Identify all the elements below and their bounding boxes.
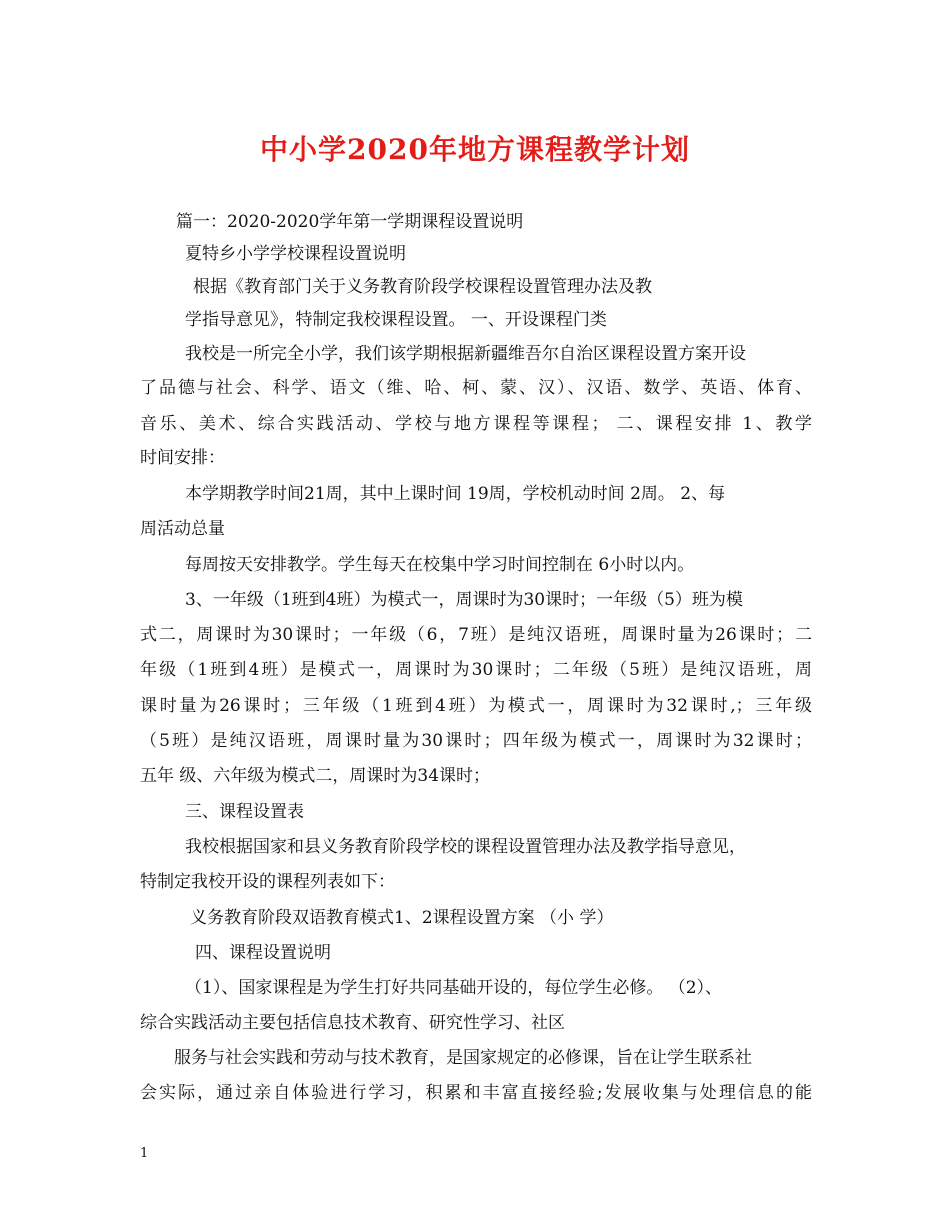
text-line: 服务与社会实践和劳动与技术教育，是国家规定的必修课，旨在让学生联系社 <box>174 1048 752 1068</box>
section-heading: 四、课程设置说明 <box>195 943 331 963</box>
text-line: （1）、国家课程是为学生打好共同基础开设的，每位学生必修。 （2）、 <box>185 978 723 998</box>
text-line: 了品德与社会、科学、语文（维、哈、柯、蒙、汉）、汉语、数学、英语、体育、 <box>140 378 812 398</box>
text-line: 学指导意见》，特制定我校课程设置。 一、开设课程门类 <box>185 310 607 330</box>
section-heading: 三、课程设置表 <box>185 802 304 822</box>
page-number: 1 <box>140 1146 149 1161</box>
text-line: 义务教育阶段双语教育模式1、2课程设置方案 （小 学） <box>190 908 614 928</box>
text-line: 根据《教育部门关于义务教育阶段学校课程设置管理办法及教 <box>193 277 652 297</box>
text-line: 特制定我校开设的课程列表如下： <box>140 872 395 892</box>
text-line: 式二，周课时为30课时；一年级（6，7班）是纯汉语班，周课时量为26课时；二 <box>140 625 812 645</box>
text-line: 时间安排： <box>140 448 225 468</box>
text-line: 本学期教学时间21周，其中上课时间 19周，学校机动时间 2周。 2、每 <box>185 484 726 504</box>
text-line: 音乐、美术、综合实践活动、学校与地方课程等课程； 二、课程安排 1、教学 <box>140 414 812 434</box>
text-line: 夏特乡小学学校课程设置说明 <box>185 244 406 264</box>
text-line: 综合实践活动主要包括信息技术教育、研究性学习、社区 <box>140 1013 565 1033</box>
text-line: 3、一年级（1班到4班）为模式一，周课时为30课时；一年级（5）班为模 <box>185 590 743 610</box>
text-line: 周活动总量 <box>140 519 225 539</box>
text-line: 五年 级、六年级为模式二，周课时为34课时； <box>140 766 491 786</box>
text-line: 我校是一所完全小学，我们该学期根据新疆维吾尔自治区课程设置方案开设 <box>185 344 746 364</box>
text-line: 每周按天安排教学。学生每天在校集中学习时间控制在 6小时以内。 <box>185 555 695 575</box>
text-line: 篇一：2020-2020学年第一学期课程设置说明 <box>176 212 524 232</box>
text-line: （5班）是纯汉语班，周课时量为30课时；四年级为模式一，周课时为32课时； <box>140 731 812 751</box>
text-line: 会实际，通过亲自体验进行学习，积累和丰富直接经验;发展收集与处理信息的能 <box>140 1083 812 1103</box>
text-line: 年级（1班到4班）是模式一，周课时为30课时；二年级（5班）是纯汉语班，周 <box>140 660 812 680</box>
document-title: 中小学2020年地方课程教学计划 <box>260 133 690 166</box>
text-line: 课时量为26课时；三年级（1班到4班）为模式一，周课时为32课时,；三年级 <box>140 696 812 716</box>
text-line: 我校根据国家和县义务教育阶段学校的课程设置管理办法及教学指导意见， <box>185 837 746 857</box>
